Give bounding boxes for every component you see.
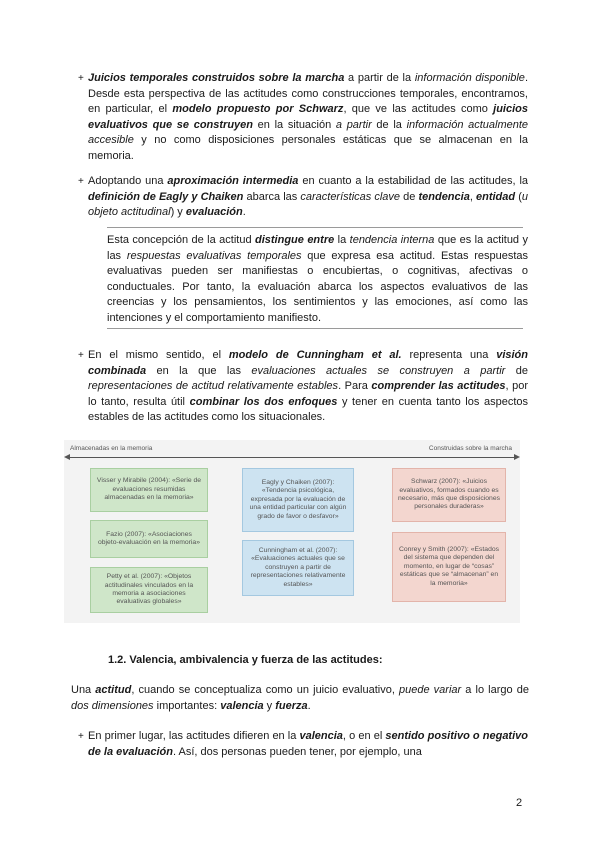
bullet-valencia: + En primer lugar, las actitudes difieren en la valencia, o en el sentido positivo o negativo de la evaluación. Así, dos personas pueden tener, por ejemplo, una — [78, 730, 528, 758]
bullet-marker: + — [78, 73, 84, 84]
term-juicios-temporales: Juicios temporales construidos sobre la marcha — [88, 72, 345, 84]
axis-label-left: Almacenadas en la memoria — [70, 445, 153, 452]
box-schwarz: Schwarz (2007): «Juicios evaluativos, formados cuando es necesario, más que disposiciones personales duraderas» — [392, 468, 506, 522]
bullet-marker: + — [78, 350, 84, 361]
term-aproximacion-intermedia: aproximación intermedia — [167, 175, 299, 187]
term-modelo-schwarz: modelo propuesto por Schwarz — [172, 103, 344, 116]
box-cunningham: Cunningham et al. (2007): «Evaluaciones actuales que se construyen a partir de representaciones relativamente estables» — [242, 540, 354, 596]
box-visser-mirabile: Visser y Mirabile (2004): «Serie de evaluaciones resumidas almacenadas en la memoria» — [90, 468, 208, 512]
page-number: 2 — [516, 797, 523, 809]
term-modelo-cunningham: modelo de Cunningham et al. — [228, 349, 402, 361]
box-petty: Petty et al. (2007): «Objetos actitudinales vinculados en la memoria a asociaciones evaluativas globales» — [90, 567, 208, 613]
bullet-cunningham: + En el mismo sentido, el modelo de Cunningham et al. representa una visión combinada en la que las evaluaciones actuales se construyen a partir de representaciones de actitud relativamente estables. Para comprender las actitudes, por lo tanto, resulta útil combinar los dos enfoques y tener en cuenta tanto los aspectos estables de las actitudes como los situacionales. — [78, 349, 529, 424]
axis-label-right: Construidas sobre la marcha — [428, 445, 512, 452]
box-eagly-chaiken: Eagly y Chaiken (2007): «Tendencia psicológica, expresada por la evaluación de una entidad particular con algún grado de favor o desfavor» — [242, 468, 354, 532]
quote-paragraph: Esta concepción de la actitud distingue entre la tendencia interna que es la actitud y las respuestas evaluativas temporales que expresa esa actitud. Estas respuestas evaluativas pueden ser manifiestas o encubiertas, o cognitivas, afectivas o conductuales. Por tanto, la evaluación abarca los aspectos evaluativos de las creencias y los pensamientos, los sentimientos y las emociones, así como las intenciones y el comportamiento manifiesto. — [107, 234, 529, 324]
section-title: 1.2. Valencia, ambivalencia y fuerza de las actitudes: — [108, 654, 383, 666]
box-fazio: Fazio (2007): «Asociaciones objeto-evaluación en la memoria» — [90, 520, 208, 558]
intro-paragraph: Una actitud, cuando se conceptualiza como un juicio evaluativo, puede variar a lo largo de dos dimensiones importantes: valencia y fuerza. — [71, 684, 529, 712]
continuum-axis — [68, 457, 514, 458]
bullet-intermediate-approach: + Adoptando una aproximación intermedia en cuanto a la estabilidad de las actitudes, la definición de Eagly y Chaiken abarca las características clave de tendencia, entidad (u objeto actitudinal) y evaluación. — [78, 175, 529, 219]
arrow-left-icon — [64, 454, 70, 460]
bullet-marker: + — [78, 731, 84, 742]
box-conrey-smith: Conrey y Smith (2007): «Estados del sistema que dependen del momento, en lugar de “cosas” estáticas que se “almacenan” en la memoria» — [392, 532, 506, 602]
term-eagly-chaiken: definición de Eagly y Chaiken — [88, 190, 244, 203]
quote-top-rule — [107, 227, 523, 228]
quote-bottom-rule — [107, 328, 523, 329]
bullet-temporal-judgments: + Juicios temporales construidos sobre la marcha a partir de la información disponible. Desde esta perspectiva de las actitudes como construcciones temporales, encontramos, en particular, el modelo propuesto por Schwarz, que ve las actitudes como juicios evaluativos que se construyen en la situación a partir de la información actualmente accesible y no como disposiciones personales estáticas que se almacenan en la memoria. — [78, 72, 529, 162]
attitude-continuum-figure — [64, 440, 520, 623]
arrow-right-icon — [514, 454, 520, 460]
bullet-marker: + — [78, 176, 84, 187]
